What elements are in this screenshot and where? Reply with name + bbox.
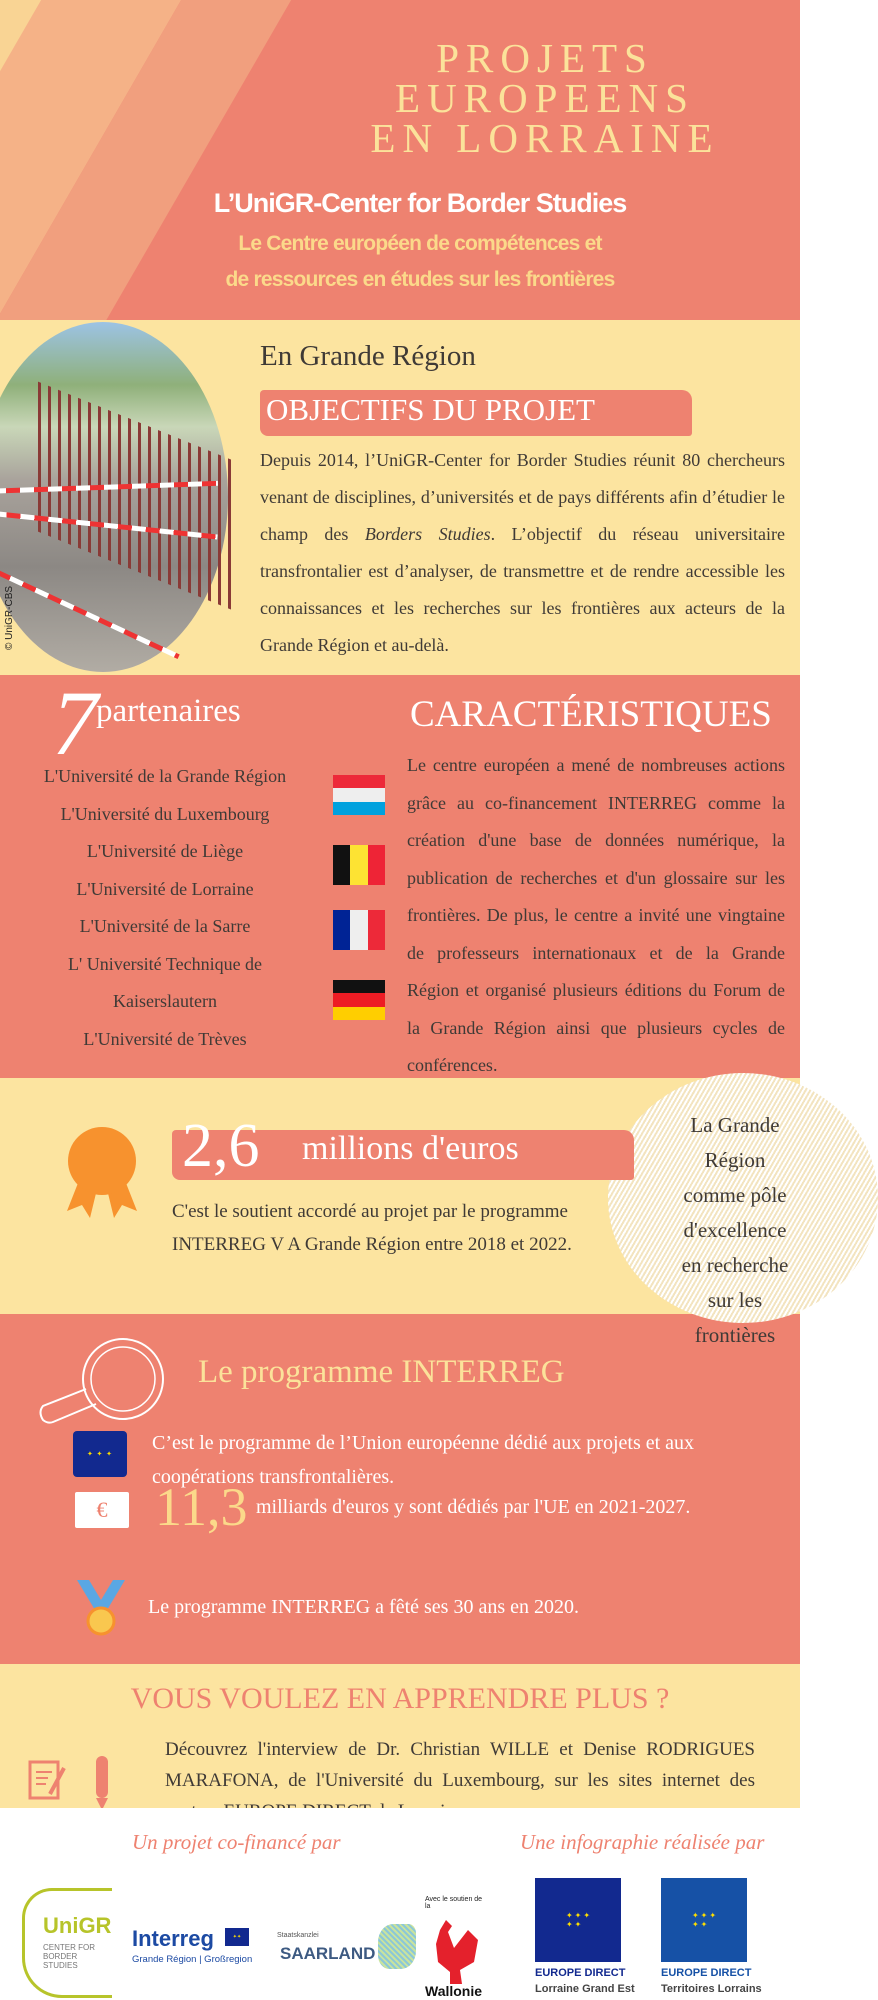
- page-title-line: EN LORRAINE: [370, 115, 720, 161]
- subtitle: L’UniGR-Center for Border Studies: [213, 188, 627, 218]
- eu-flag-icon: ✦ ✦ ✦ ✦ ✦: [535, 1878, 621, 1962]
- partner-item: L' Université Technique de: [67, 953, 263, 974]
- partners-section: [0, 672, 800, 1080]
- cofinanced-label: Un projet co-financé par: [132, 1830, 341, 1854]
- bubble-line: frontières: [694, 1323, 776, 1347]
- tagline-line: Le Centre européen de compétences et: [238, 232, 602, 255]
- objectives-heading: OBJECTIFS DU PROJET: [266, 392, 595, 427]
- partner-item: Kaiserslautern: [113, 991, 217, 1011]
- tagline-line: de ressources en études sur les frontières: [225, 268, 615, 291]
- saarland-logo: SAARLAND: [280, 1944, 376, 1963]
- text-italic: Borders Studies: [364, 524, 491, 544]
- partner-item: L'Université de Lorraine: [76, 878, 254, 899]
- footer-section: [0, 1808, 800, 2000]
- france-flag-icon: [333, 910, 385, 950]
- wallonie-rooster-icon: [428, 1918, 484, 1988]
- eu-flag-icon: ✦ ✦ ✦: [73, 1431, 127, 1477]
- partner-item: L'Université de la Sarre: [79, 916, 251, 936]
- wallonie-logo: Wallonie: [425, 1983, 483, 1999]
- page-title-line: PROJETS: [436, 35, 654, 81]
- bubble-line: comme pôle: [683, 1183, 787, 1207]
- europe-direct-logo: EUROPE DIRECT: [661, 1967, 752, 1979]
- europe-direct-sub: Lorraine Grand Est: [535, 1983, 635, 1995]
- bridge-photo: [0, 322, 228, 672]
- bubble-line: en recherche: [681, 1253, 789, 1277]
- award-rosette-icon: [62, 1123, 142, 1218]
- germany-flag-icon: [333, 980, 385, 1020]
- learn-more-text: Découvrez l'interview de Dr. Christian WILLE et Denise RODRIGUES MARAFONA, de l'Université du Luxembourg, sur les sites internet des: [165, 1739, 755, 1791]
- interreg-heading: Le programme INTERREG: [198, 1354, 565, 1390]
- partner-item: L'Université de Liège: [86, 841, 244, 861]
- bubble-line: d'excellence: [683, 1218, 787, 1242]
- characteristics-heading: CARACTÉRISTIQUES: [410, 694, 772, 735]
- unigr-logo: [22, 1888, 112, 1998]
- bubble-line: La Grande: [690, 1113, 780, 1137]
- saarland-map-icon: [378, 1924, 416, 1969]
- interreg-amount: 11,3: [155, 1477, 248, 1537]
- characteristics-text: Le centre européen a mené de nombreuses actions grâce au co-financement INTERREG comme la création d'une base de données numérique, la publication de recherches et d'un glossaire sur les frontières. De plus, le centre a invité une vingtaine de professeurs internationaux et de la Grande Région et organisé plusieurs éditions du Forum de la Grande Région ainsi que plusieurs cycles de conférences.: [407, 755, 785, 1075]
- funding-section: [0, 1078, 800, 1347]
- partner-item: L'Université de Trèves: [83, 1028, 247, 1049]
- text: . L’objectif du réseau universitaire transfrontalier est d’analyser, de transmettre et de rendre accessible les connaissances et les recherches sur les frontières aux acteurs de la Grande Région et au-delà.: [260, 524, 786, 655]
- bubble-line: sur les: [707, 1288, 763, 1312]
- text: Depuis 2014, l’UniGR-Center for Border Studies réunit 80 chercheurs venant de disciplines, d’universités et de pays différents afin d’étudier le champ des: [260, 450, 785, 544]
- page-title-line: EUROPEENS: [395, 75, 695, 121]
- partner-item: L'Université de la Grande Région: [43, 766, 287, 786]
- euro-banknote-icon: €: [75, 1492, 129, 1528]
- partners-label: partenaires: [96, 693, 241, 729]
- interreg-logo: Interreg: [132, 1926, 214, 1951]
- unigr-logo-text: UniGR: [43, 1913, 112, 1938]
- region-heading: En Grande Région: [260, 340, 476, 372]
- interreg-item-anniversary: Le programme INTERREG a fêté ses 30 ans en 2020.: [148, 1596, 579, 1618]
- made-by-label: Une infographie réalisée par: [520, 1830, 765, 1854]
- learn-more-section: [0, 1664, 800, 1808]
- notepad-pen-icon: [28, 1754, 128, 1816]
- medal-icon: [75, 1578, 127, 1636]
- photo-railing: [38, 382, 238, 613]
- learn-more-heading: VOUS VOULEZ EN APPRENDRE PLUS ?: [130, 1682, 670, 1715]
- eu-flag-icon: ✦ ✦ ✦ ✦ ✦: [661, 1878, 747, 1962]
- europe-direct-logo: EUROPE DIRECT: [535, 1967, 626, 1979]
- interreg-logo-sub: Grande Région | Großregion: [132, 1954, 253, 1965]
- europe-direct-sub: Territoires Lorrains: [661, 1983, 762, 1995]
- funding-unit: millions d'euros: [302, 1130, 519, 1167]
- eu-flag-icon: ✦✦: [225, 1928, 249, 1946]
- unigr-logo-sub: CENTER FOR BORDER STUDIES: [43, 1943, 95, 1970]
- funding-text: C'est le soutient accordé au projet par le programme INTERREG V A Grande Région entre 2018 et 2022.: [172, 1201, 572, 1255]
- partners-count: 7: [52, 672, 98, 774]
- objectives-section: [0, 320, 800, 675]
- partner-item: L'Université du Luxembourg: [60, 803, 270, 824]
- bubble-text: [635, 1108, 835, 1353]
- saarland-pre: Staatskanzlei: [277, 1932, 319, 1939]
- photo-tape: [0, 570, 180, 659]
- partners-list: [10, 758, 320, 1058]
- photo-credit: © UniGR-CBS: [4, 585, 15, 650]
- funding-amount: 2,6: [182, 1112, 260, 1180]
- bubble-line: Région: [704, 1148, 766, 1172]
- interreg-item-eu: C’est le programme de l’Union européenne dédié aux projets et aux coopérations transfrontalières.: [152, 1432, 695, 1488]
- luxembourg-flag-icon: [333, 775, 385, 815]
- belgium-flag-icon: [333, 845, 385, 885]
- interreg-item-budget: milliards d'euros y sont dédiés par l'UE en 2021-2027.: [256, 1496, 691, 1518]
- header-section: [0, 0, 800, 320]
- objectives-text: [260, 442, 785, 664]
- wallonie-pre: Avec le soutien de la: [425, 1896, 483, 1910]
